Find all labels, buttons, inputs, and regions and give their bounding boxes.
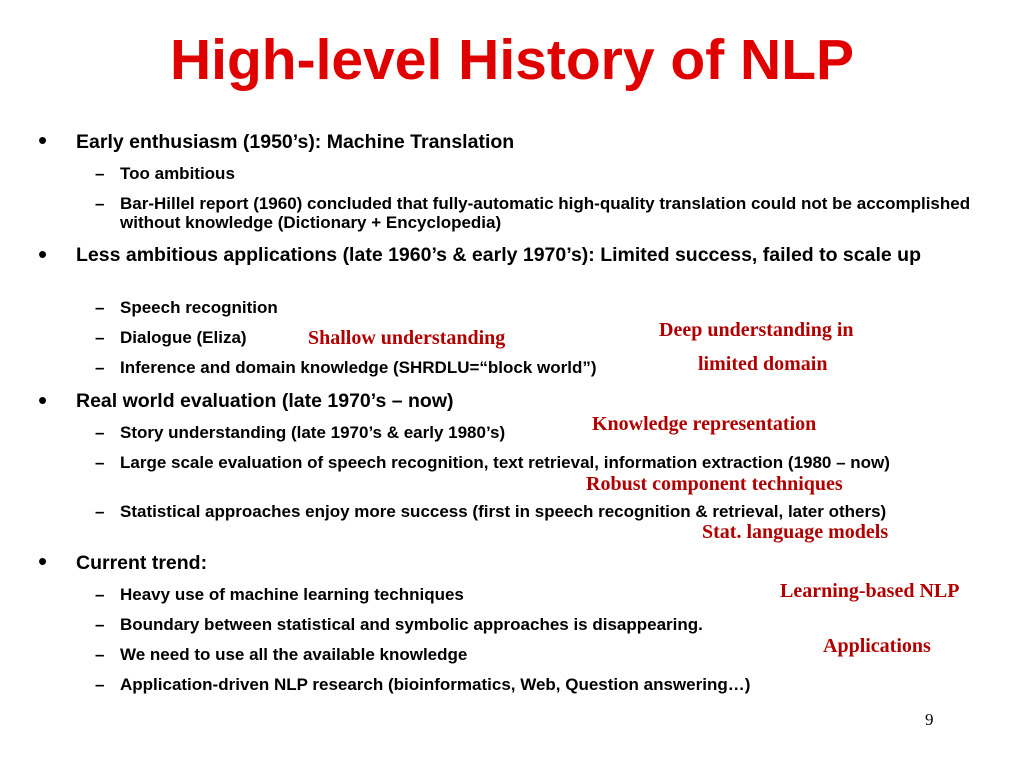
dash-icon: – <box>95 298 105 317</box>
sub-item: Too ambitious <box>120 164 235 183</box>
sub-item: Application-driven NLP research (bioinformatics, Web, Question answering…) <box>120 675 751 694</box>
sub-item: Boundary between statistical and symbolic approaches is disappearing. <box>120 615 703 634</box>
dash-icon: – <box>95 675 105 694</box>
sub-item: Story understanding (late 1970’s & early 1980’s) <box>120 423 506 442</box>
dash-icon: – <box>95 194 105 213</box>
bullet-icon: • <box>38 125 48 155</box>
dash-icon: – <box>95 423 105 442</box>
bullet-icon: • <box>38 546 48 576</box>
dash-icon: – <box>95 585 105 604</box>
sub-item: Heavy use of machine learning techniques <box>120 585 464 604</box>
annotation-deep-line1: Deep understanding in <box>659 319 854 341</box>
section-heading: Less ambitious applications (late 1960’s & early 1970’s): Limited success, failed to scale up <box>76 244 921 266</box>
dash-icon: – <box>95 645 105 664</box>
bullet-icon: • <box>38 385 48 415</box>
dash-icon: – <box>95 328 105 347</box>
page-number: 9 <box>925 710 934 729</box>
sub-item: We need to use all the available knowledge <box>120 645 468 664</box>
sub-item: Inference and domain knowledge (SHRDLU=“block world”) <box>120 358 597 377</box>
dash-icon: – <box>95 164 105 183</box>
annotation-knowledge: Knowledge representation <box>592 413 817 435</box>
annotation-deep-line2: limited domain <box>698 353 828 375</box>
dash-icon: – <box>95 358 105 377</box>
annotation-learning: Learning-based NLP <box>780 580 960 602</box>
section-heading: Current trend: <box>76 552 208 574</box>
dash-icon: – <box>95 615 105 634</box>
slide-title: High-level History of NLP <box>169 28 855 92</box>
annotation-shallow: Shallow understanding <box>308 327 506 349</box>
annotation-applications: Applications <box>823 635 931 657</box>
section-heading: Early enthusiasm (1950’s): Machine Translation <box>76 131 515 153</box>
dash-icon: – <box>95 453 105 472</box>
sub-item: Large scale evaluation of speech recognition, text retrieval, information extraction (1980 – now) <box>120 453 890 472</box>
sub-item: Bar-Hillel report (1960) concluded that fully-automatic high-quality translation could not be accomplished without knowledge (Dictionary + Encyclopedia) <box>120 194 971 232</box>
dash-icon: – <box>95 502 105 521</box>
section-heading: Real world evaluation (late 1970’s – now) <box>76 390 454 412</box>
sub-item: Speech recognition <box>120 298 278 317</box>
sub-item: Dialogue (Eliza) <box>120 328 247 347</box>
annotation-robust: Robust component techniques <box>586 473 843 495</box>
annotation-stat: Stat. language models <box>702 521 889 543</box>
bullet-icon: • <box>38 239 48 269</box>
sub-item: Statistical approaches enjoy more success (first in speech recognition & retrieval, later others) <box>120 502 887 521</box>
